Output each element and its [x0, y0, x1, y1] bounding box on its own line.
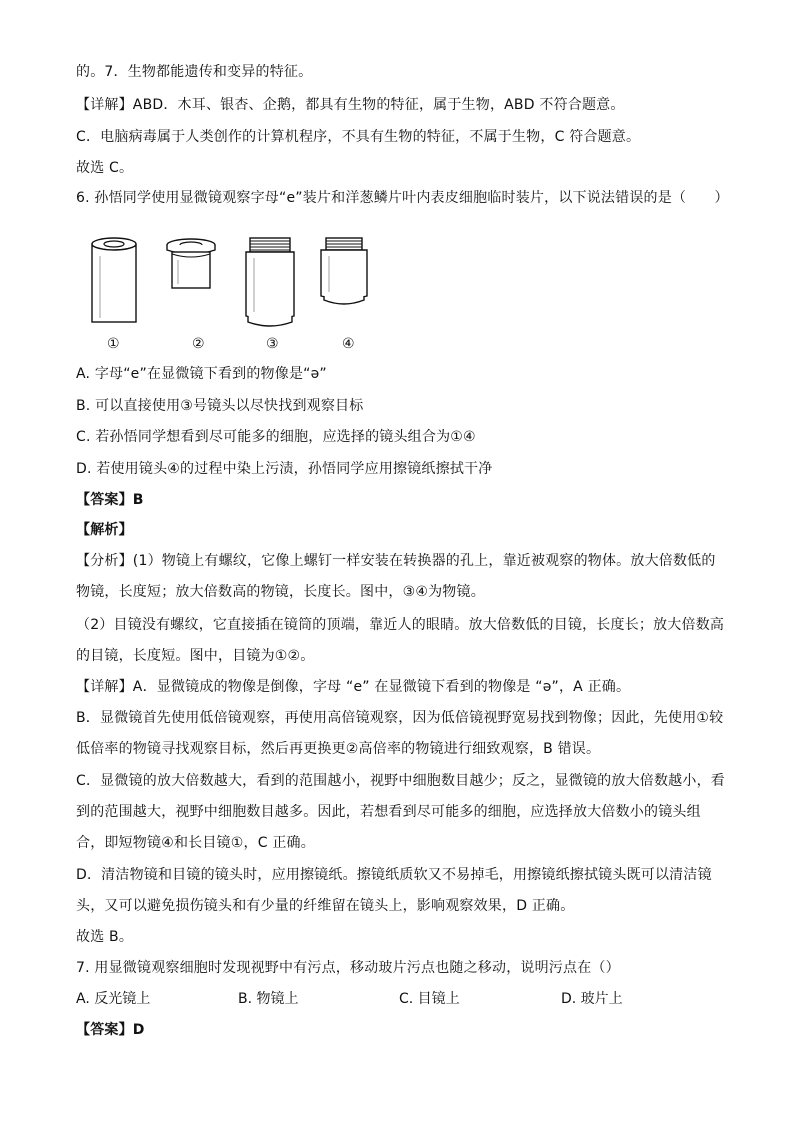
text-line: 物镜，长度短；放大倍数高的物镜，长度长。图中，③④为物镜。: [76, 584, 485, 600]
objective-long-lens-icon: [244, 236, 296, 330]
q7-option-c: C. 目镜上: [399, 991, 460, 1007]
answer-7: 【答案】D: [76, 1022, 145, 1038]
analysis-heading: 【解析】: [76, 522, 133, 538]
q7-option-d: D. 玻片上: [561, 991, 623, 1007]
text-line: 【详解】A．显微镜成的物像是倒像，字母 “e” 在显微镜下看到的物像是 “ə”，A 正确。: [76, 679, 631, 695]
text-line: 故选 C。: [76, 160, 134, 176]
eyepiece-long-lens-icon: [88, 234, 140, 324]
text-line: B．显微镜首先使用低倍镜观察，再使用高倍镜观察，因为低倍镜视野宽易找到物像；因此，先使用①较: [76, 710, 724, 726]
text-line: 合，即短物镜④和长目镜①，C 正确。: [76, 835, 315, 851]
text-line: 故选 B。: [76, 929, 134, 945]
text-line: 【详解】ABD．木耳、银杏、企鹅，都具有生物的特征，属于生物，ABD 不符合题意。: [76, 97, 625, 113]
lens-label-1: ①: [107, 336, 120, 352]
text-line: C．电脑病毒属于人类创作的计算机程序，不具有生物的特征，不属于生物，C 符合题意。: [76, 129, 641, 145]
text-line: 头，又可以避免损伤镜头和有少量的纤维留在镜头上，影响观察效果，D 正确。: [76, 898, 575, 914]
q7-option-a: A. 反光镜上: [76, 991, 151, 1007]
question-6: 6. 孙悟同学使用显微镜观察字母“e”装片和洋葱鳞片叶内表皮细胞临时装片，以下说法错误的是（ ）: [76, 190, 729, 206]
text-line: 的。7．生物都能遗传和变异的特征。: [76, 64, 313, 80]
lens-label-4: ④: [342, 336, 355, 352]
eyepiece-short-lens-icon: [164, 236, 218, 292]
text-line: 【分析】(1）物镜上有螺纹，它像上螺钉一样安装在转换器的孔上，靠近被观察的物体。放大倍数低的: [76, 553, 716, 569]
lens-label-2: ②: [192, 336, 205, 352]
text-line: （2）目镜没有螺纹，它直接插在镜筒的顶端，靠近人的眼睛。放大倍数低的目镜，长度长；放大倍数高: [76, 617, 725, 633]
text-line: 的目镜，长度短。图中，目镜为①②。: [76, 648, 315, 664]
text-line: 低倍率的物镜寻找观察目标，然后再更换更②高倍率的物镜进行细致观察，B 错误。: [76, 741, 601, 757]
objective-short-lens-icon: [318, 236, 370, 308]
question-7: 7. 用显微镜观察细胞时发现视野中有污点，移动玻片污点也随之移动，说明污点在（）: [76, 960, 620, 976]
option-d: D. 若使用镜头④的过程中染上污渍，孙悟同学应用擦镜纸擦拭干净: [76, 461, 493, 477]
option-b: B. 可以直接使用③号镜头以尽快找到观察目标: [76, 398, 364, 414]
q7-option-b: B. 物镜上: [238, 991, 299, 1007]
text-line: D．清洁物镜和目镜的镜头时，应用擦镜纸。擦镜纸质软又不易掉毛，用擦镜纸擦拭镜头既可以清洁镜: [76, 867, 712, 883]
text-line: C．显微镜的放大倍数越大，看到的范围越小，视野中细胞数目越少；反之，显微镜的放大倍数越小，看: [76, 773, 725, 789]
lens-label-3: ③: [266, 336, 279, 352]
option-a: A. 字母“e”在显微镜下看到的物像是“ə”: [76, 366, 327, 382]
option-c: C. 若孙悟同学想看到尽可能多的细胞，应选择的镜头组合为①④: [76, 429, 476, 445]
answer-6: 【答案】B: [76, 492, 144, 508]
text-line: 到的范围越大，视野中细胞数目越多。因此，若想看到尽可能多的细胞，应选择放大倍数小的镜头组: [76, 804, 701, 820]
